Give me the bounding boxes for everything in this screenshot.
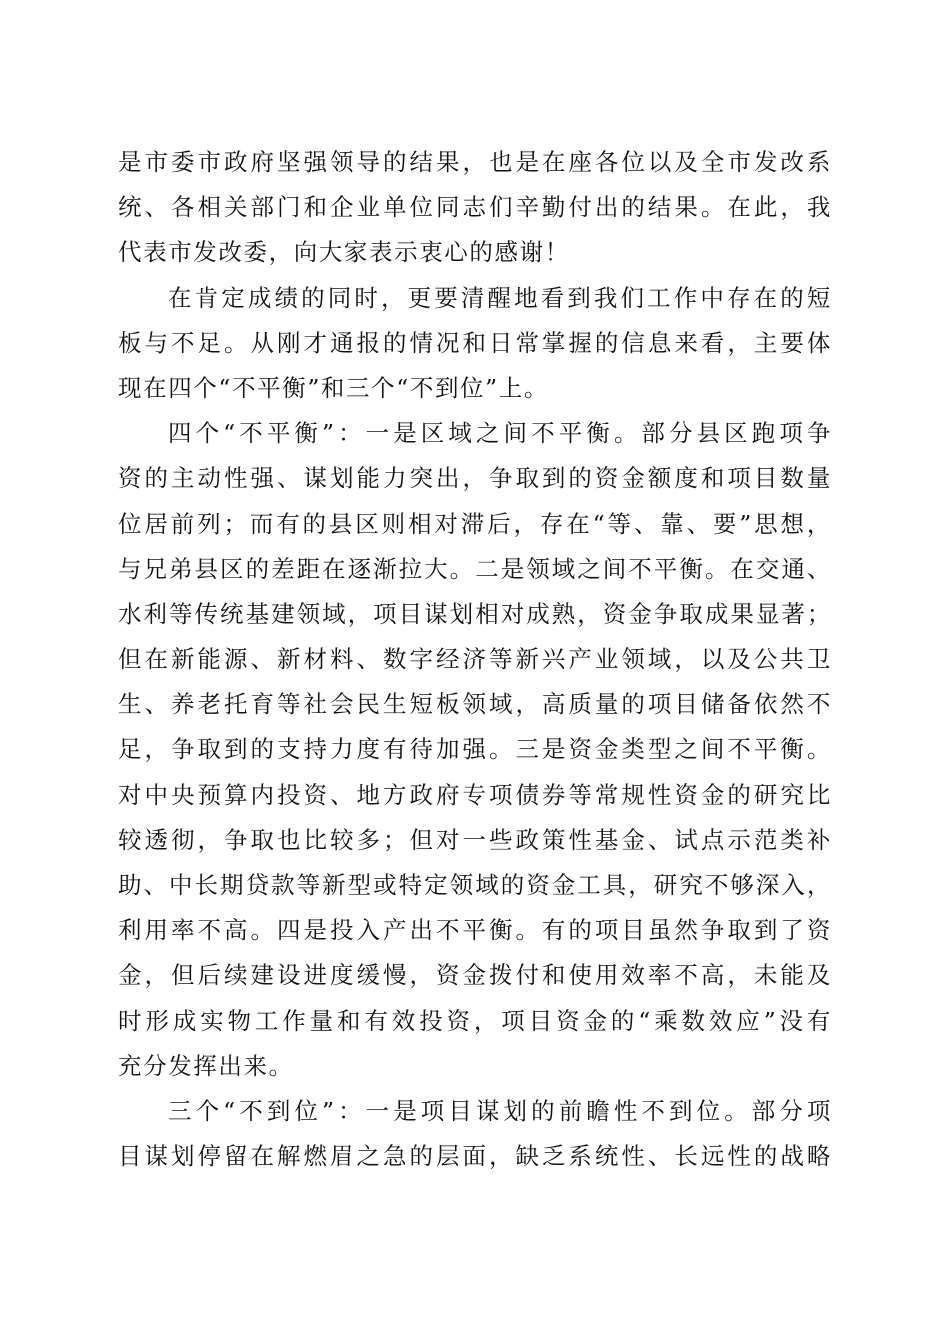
text-line: 但在新能源、新材料、数字经济等新兴产业领域，以及公共卫 [118,645,832,674]
text-line: 代表市发改委，向大家表示衷心的感谢！ [118,238,570,267]
body-text [118,140,832,1179]
text-line: 时形成实物工作量和有效投资，项目资金的“乘数效应”没有 [118,1006,832,1035]
text-line: 在肯定成绩的同时，更要清醒地看到我们工作中存在的短 [168,283,832,312]
text-line: 较透彻，争取也比较多；但对一些政策性基金、试点示范类补 [118,825,832,854]
text-line: 充分发挥出来。 [118,1051,294,1080]
text-line: 四个“不平衡”：一是区域之间不平衡。部分县区跑项争 [168,419,832,448]
text-line: 足，争取到的支持力度有待加强。三是资金类型之间不平衡。 [118,735,832,764]
text-line: 现在四个“不平衡”和三个“不到位”上。 [118,373,549,402]
text-line: 金，但后续建设进度缓慢，资金拨付和使用效率不高，未能及 [118,961,832,990]
text-line: 水利等传统基建领域，项目谋划相对成熟，资金争取成果显著； [118,599,832,628]
text-line: 板与不足。从刚才通报的情况和日常掌握的信息来看，主要体 [118,328,832,357]
text-line: 目谋划停留在解燃眉之急的层面，缺乏系统性、长远性的战略 [118,1142,832,1171]
text-line: 利用率不高。四是投入产出不平衡。有的项目虽然争取到了资 [118,916,832,945]
text-line: 助、中长期贷款等新型或特定领域的资金工具，研究不够深入， [118,871,832,899]
text-line: 与兄弟县区的差距在逐渐拉大。二是领域之间不平衡。在交通、 [118,554,832,583]
text-line: 是市委市政府坚强领导的结果，也是在座各位以及全市发改系 [118,148,832,176]
text-line: 位居前列；而有的县区则相对滞后，存在“等、靠、要”思想， [118,509,832,538]
text-line: 对中央预算内投资、地方政府专项债券等常规性资金的研究比 [118,780,832,809]
text-line: 资的主动性强、谋划能力突出，争取到的资金额度和项目数量 [118,464,832,493]
text-line: 三个“不到位”：一是项目谋划的前瞻性不到位。部分项 [168,1096,832,1125]
text-line: 统、各相关部门和企业单位同志们辛勤付出的结果。在此，我 [118,193,832,222]
text-line: 生、养老托育等社会民生短板领域，高质量的项目储备依然不 [118,690,832,719]
